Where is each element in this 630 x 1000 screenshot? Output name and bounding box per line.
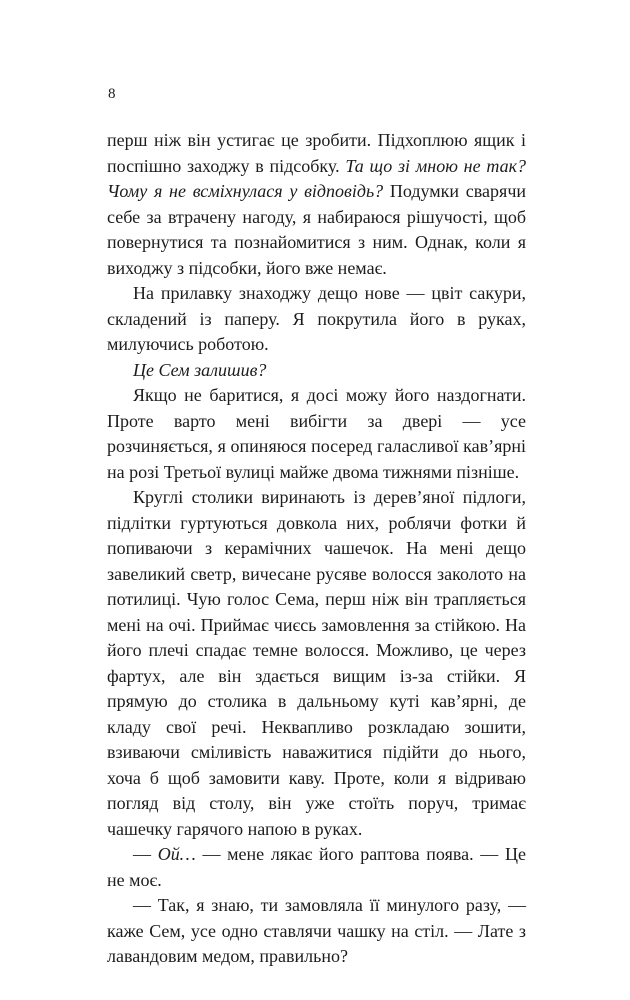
paragraph [107, 358, 526, 384]
paragraph [107, 383, 526, 485]
italic-text: Ой… [157, 844, 196, 864]
paragraph [107, 485, 526, 842]
body-text: перш ніж він устигає це зробити. Підхоплюю ящик і поспішно заходжу в підсобку. [107, 130, 526, 176]
body-text: На прилавку знаходжу дещо нове — цвіт сакури, складений із паперу. Я покрутила його в руках, милуючись роботою. [107, 283, 526, 354]
body-text: — Так, я знаю, ти замовляла її минулого разу, — каже Сем, усе одно ставлячи чашку на стіл. — Лате з лавандовим медом, правильно? [107, 895, 526, 966]
paragraph [107, 842, 526, 893]
body-text: — [133, 844, 158, 864]
body-text: — мене лякає його раптова поява. — Це не моє. [107, 844, 527, 890]
body-text: Подумки сварячи себе за втрачену нагоду, я набираюся рішучості, щоб повернутися та познайомитися з ним. Однак, коли я виходжу з підсобки, його вже немає. [107, 181, 527, 278]
paragraph [107, 893, 526, 970]
paragraph [107, 281, 526, 358]
italic-text: Та що зі мною не так? Чому я не всміхнулася у відповідь? [107, 155, 526, 201]
paragraph [107, 128, 526, 281]
body-text: Круглі столики виринають із дерев’яної підлоги, підлітки гуртуються довкола них, роблячи фотки й попиваючи з керамічних чашечок. На мені дещо завеликий светр, вичесане русяве волосся заколото на потилиці. Чую голос Сема, перш ніж він трапляється мені на очі. Приймає чиєсь замовлення за стійкою. На його плечі спадає темне волосся. Можливо, це через фартух, але він здається вищим із-за стійки. Я прямую до столика в дальньому куті кав’ярні, де кладу свої речі. Неквапливо розкладаю зошити, взиваючи сміливість наважитися підійти до нього, хоча б щоб замовити каву. Проте, коли я відриваю погляд від столу, він уже стоїть поруч, тримає чашечку гарячого напою в руках. [107, 487, 526, 839]
text-block [107, 128, 526, 970]
body-text: Якщо не баритися, я досі можу його наздогнати. Проте варто мені вибігти за двері — усе розчиняється, я опиняюся посеред галасливої кав’ярні на розі Третьої вулиці майже двома тижнями пізніше. [107, 385, 526, 482]
page-number: 8 [108, 86, 116, 102]
italic-text: Це Сем залишив? [133, 359, 267, 380]
